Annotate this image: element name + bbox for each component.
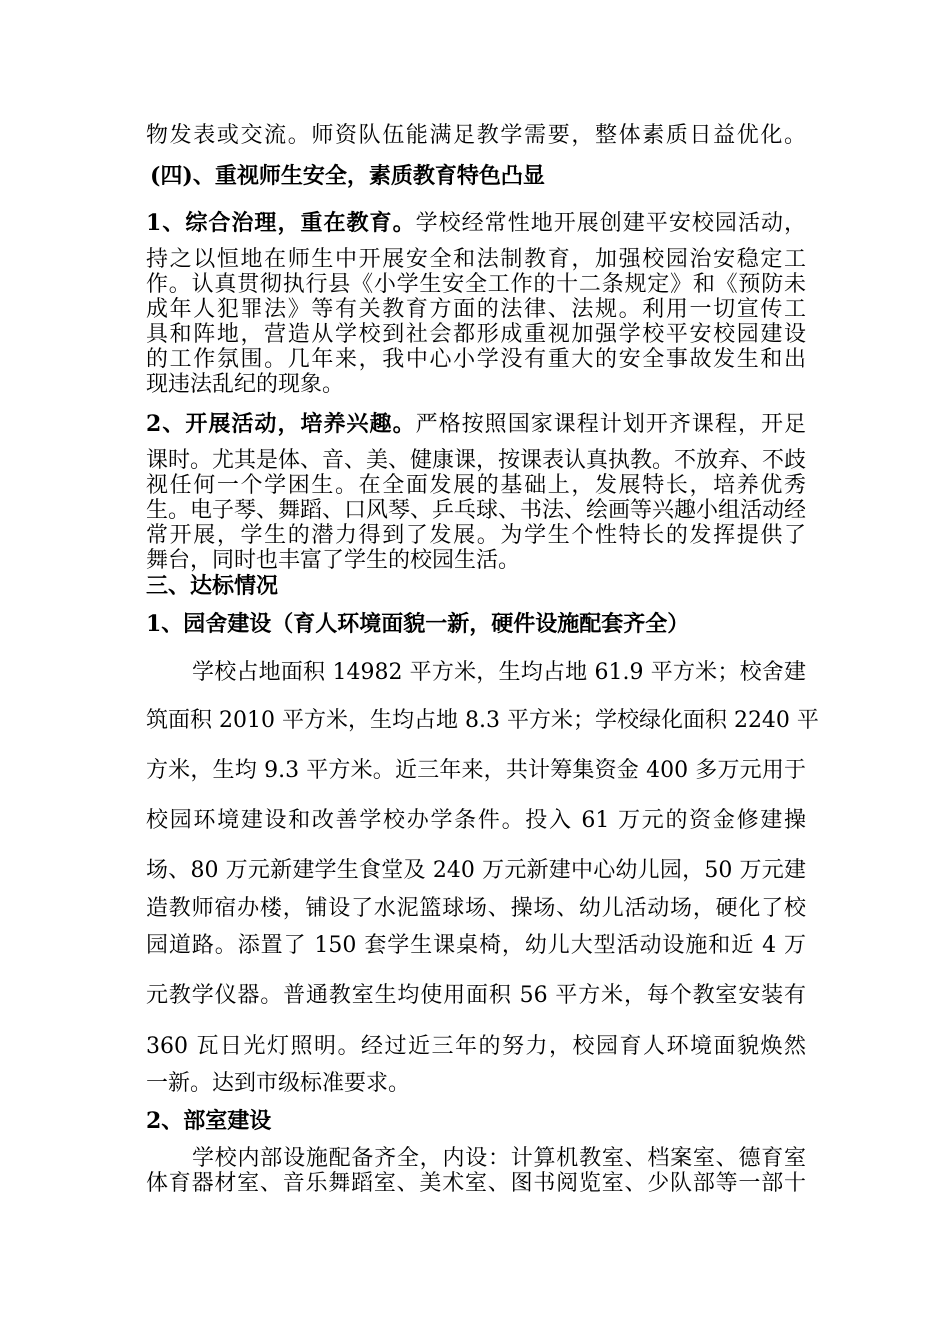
paragraph-text: 学校经常性地开展创建平安校园活动，: [415, 211, 806, 236]
paragraph-line: 筑面积 2010 平方米，生均占地 8.3 平方米；学校绿化面积 2240 平: [146, 708, 819, 733]
sub-heading: 2、部室建设: [146, 1108, 272, 1134]
paragraph-line: 360 瓦日光灯照明。经过近三年的努力，校园育人环境面貌焕然: [146, 1034, 806, 1059]
sub-heading: 1、园舍建设（育人环境面貌一新，硬件设施配套齐全）: [146, 611, 690, 637]
section-heading: (四)、重视师生安全，素质教育特色凸显: [150, 163, 545, 189]
paragraph-line: 方米，生均 9.3 平方米。近三年来，共计筹集资金 400 多万元用于: [146, 758, 806, 783]
paragraph-line: 作。认真贯彻执行县《小学生安全工作的十二条规定》和《预防未: [146, 272, 806, 297]
paragraph-line: 元教学仪器。普通教室生均使用面积 56 平方米，每个教室安装有: [146, 983, 806, 1008]
paragraph-line: 场、80 万元新建学生食堂及 240 万元新建中心幼儿园，50 万元建: [146, 858, 806, 883]
paragraph-line: 园道路。添置了 150 套学生课桌椅，幼儿大型活动设施和近 4 万: [146, 933, 806, 958]
paragraph-line: 学校内部设施配备齐全，内设：计算机教室、档案室、德育室: [192, 1146, 806, 1171]
inline-heading: 2、开展活动，培养兴趣。: [146, 411, 416, 437]
paragraph-line: 造教师宿办楼，铺设了水泥篮球场、操场、幼儿活动场，硬化了校: [146, 896, 806, 921]
paragraph-line: 视任何一个学困生。在全面发展的基础上，发展特长，培养优秀: [146, 473, 806, 498]
paragraph-line: 生。电子琴、舞蹈、口风琴、乒乓球、书法、绘画等兴趣小组活动经: [146, 498, 807, 523]
paragraph-line: 物发表或交流。师资队伍能满足教学需要，整体素质日益优化。: [146, 123, 806, 148]
paragraph-line: 现违法乱纪的现象。: [146, 372, 345, 397]
paragraph-line: 成年人犯罪法》等有关教育方面的法律、法规。利用一切宣传工: [146, 297, 806, 322]
paragraph-line: 一新。达到市级标准要求。: [146, 1071, 411, 1096]
inline-heading: 1、综合治理，重在教育。: [146, 210, 416, 236]
paragraph-text: 严格按照国家课程计划开齐课程，开足: [415, 412, 806, 437]
paragraph-line: 常开展，学生的潜力得到了发展。为学生个性特长的发挥提供了: [146, 523, 806, 548]
paragraph-line: 课时。尤其是体、音、美、健康课，按课表认真执教。不放弃、不歧: [146, 448, 807, 473]
paragraph-line: 舞台，同时也丰富了学生的校园生活。: [146, 548, 521, 573]
paragraph-line: 持之以恒地在师生中开展安全和法制教育，加强校园治安稳定工: [146, 247, 806, 272]
paragraph-line: 具和阵地，营造从学校到社会都形成重视加强学校平安校园建设: [146, 322, 806, 347]
paragraph-line: 校园环境建设和改善学校办学条件。投入 61 万元的资金修建操: [146, 808, 806, 833]
paragraph-line: [146, 410, 806, 439]
paragraph-line: 学校占地面积 14982 平方米，生均占地 61.9 平方米；校舍建: [192, 660, 806, 685]
paragraph-line: 的工作氛围。几年来，我中心小学没有重大的安全事故发生和出: [146, 347, 806, 372]
section-heading: 三、达标情况: [146, 573, 279, 599]
paragraph-line: 体育器材室、音乐舞蹈室、美术室、图书阅览室、少队部等一部十: [146, 1171, 806, 1196]
paragraph-line: [146, 209, 806, 238]
